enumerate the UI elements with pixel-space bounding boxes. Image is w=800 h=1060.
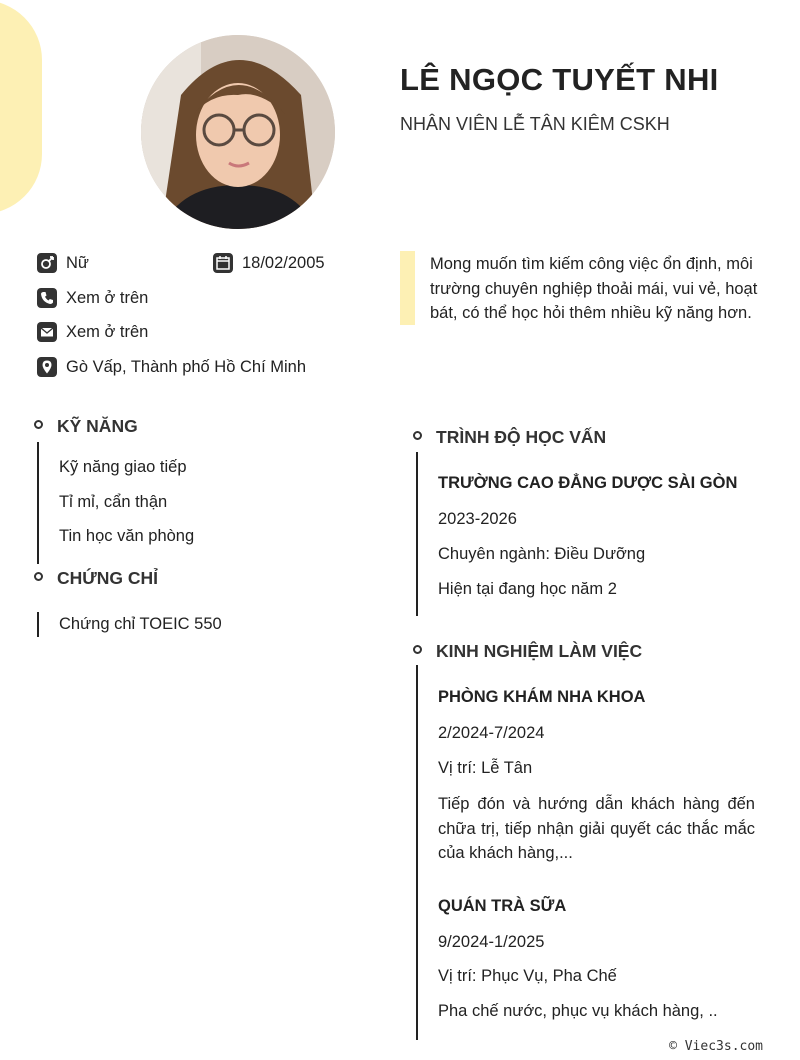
job-company: PHÒNG KHÁM NHA KHOA	[438, 688, 646, 706]
education-status: Hiện tại đang học năm 2	[438, 580, 617, 598]
job-position: NHÂN VIÊN LỄ TÂN KIÊM CSKH	[400, 114, 670, 134]
certificates-title: CHỨNG CHỈ	[57, 568, 159, 588]
birthday-row	[213, 253, 325, 273]
skill-item: Tin học văn phòng	[59, 527, 195, 545]
education-period: 2023-2026	[438, 510, 517, 528]
phone-value: Xem ở trên	[66, 288, 149, 307]
watermark: © Viec3s.com	[669, 1039, 763, 1054]
skill-item: Kỹ năng giao tiếp	[59, 458, 187, 476]
job-company: QUÁN TRÀ SỮA	[438, 897, 567, 915]
education-major: Chuyên ngành: Điều Dưỡng	[438, 545, 646, 563]
education-bullet-icon	[413, 431, 422, 440]
experience-title: KINH NGHIỆM LÀM VIỆC	[436, 641, 643, 661]
email-value: Xem ở trên	[66, 322, 149, 341]
decorative-arc	[0, 0, 42, 214]
address-row	[37, 357, 306, 377]
certificates-bullet-icon	[34, 572, 43, 581]
job-description: Pha chế nước, phục vụ khách hàng, ..	[438, 1002, 718, 1020]
certificate-item: Chứng chỉ TOEIC 550	[59, 615, 222, 633]
skills-timeline	[37, 442, 39, 564]
education-title: TRÌNH ĐỘ HỌC VẤN	[436, 427, 607, 447]
objective-accent-bar	[400, 251, 415, 325]
skills-bullet-icon	[34, 420, 43, 429]
career-objective: Mong muốn tìm kiếm công việc ổn định, môi trường chuyên nghiệp thoải mái, vui vẻ, hoạt bát, có thể học hỏi thêm nhiều kỹ năng hơn.	[430, 255, 758, 322]
job-role: Vị trí: Lễ Tân	[438, 759, 533, 777]
gender-value: Nữ	[66, 253, 89, 272]
job-role: Vị trí: Phục Vụ, Pha Chế	[438, 967, 617, 985]
job-period: 9/2024-1/2025	[438, 933, 545, 951]
email-icon	[37, 322, 57, 342]
birthday-value: 18/02/2005	[242, 253, 325, 272]
gender-row	[37, 253, 89, 273]
experience-bullet-icon	[413, 645, 422, 654]
avatar	[141, 35, 335, 229]
email-row	[37, 322, 148, 342]
certificates-timeline	[37, 612, 39, 637]
job-description: Tiếp đón và hướng dẫn khách hàng đến chữa trị, tiếp nhận giải quyết các thắc mắc của khách hàng,...	[438, 795, 755, 862]
skill-item: Tỉ mỉ, cẩn thận	[59, 493, 168, 511]
skills-title: KỸ NĂNG	[57, 416, 138, 436]
candidate-name: LÊ NGỌC TUYẾT NHI	[400, 62, 719, 97]
experience-timeline	[416, 665, 418, 1040]
calendar-icon	[213, 253, 233, 273]
location-icon	[37, 357, 57, 377]
phone-icon	[37, 288, 57, 308]
gender-icon	[37, 253, 57, 273]
address-value: Gò Vấp, Thành phố Hồ Chí Minh	[66, 357, 307, 376]
phone-row	[37, 288, 148, 308]
education-timeline	[416, 452, 418, 616]
school-name: TRƯỜNG CAO ĐẲNG DƯỢC SÀI GÒN	[438, 474, 738, 492]
job-period: 2/2024-7/2024	[438, 724, 545, 742]
